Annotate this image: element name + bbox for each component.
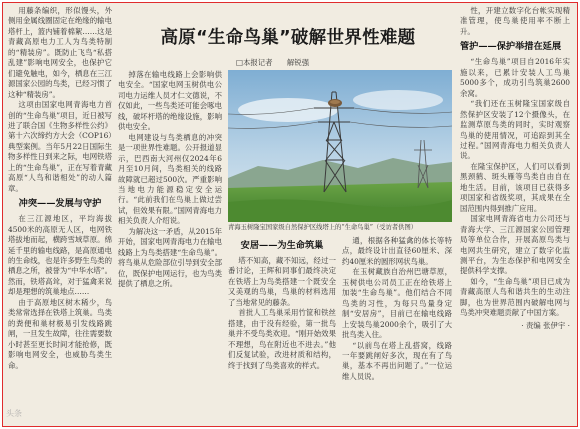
editor-name: 张伊宇 · bbox=[543, 320, 570, 330]
body-paragraph: “我们还在玉树隆宝国家级自然保护区安装了12个摄像头，在监测草原鸟类的同时，实时观察鸟巢的使用情况，可追踪到其全过程。”国网青海电力相关负责人说。 bbox=[460, 99, 570, 161]
body-paragraph: 电网建设与鸟类栖息的冲突是一项世界性难题。公开报道显示，巴西南大河州仅2024年6月至10月间，鸟类相关的线路故障就已超过500次。严重影响当地电力能源稳定安全运行。“此前我们在鸟巢上做过尝试，但效果有限。”国网青海电力相关负责人介绍说。 bbox=[118, 132, 222, 226]
watermark: 头条 bbox=[6, 409, 22, 418]
body-paragraph: 这项由国家电网青海电力首创的“生命鸟巢”项目，近日被写进了联合国《生物多样性公约》第十六次缔约方大会（COP16）典型案例。当年5月22日国际生物多样性日到来之际，电网铁塔上的“生命鸟巢”，正在写着青藏高原“人鸟和谐相处”的动人篇章。 bbox=[8, 100, 112, 193]
section-title-conflict: 冲突——发展与守护 bbox=[18, 198, 102, 210]
byline-name: 解锐强 bbox=[286, 58, 310, 67]
article-column-4 bbox=[342, 236, 452, 420]
body-paragraph: 国家电网青海省电力公司还与青海大学、三江源国家公园管理局等单位合作，开展高原鸟类与电网共生研究，建立了数字化监测平台，为生态保护和电网安全提供科学支撑。 bbox=[460, 214, 570, 276]
editor-credit bbox=[460, 321, 570, 331]
body-paragraph: “以前鸟在塔上乱搭窝，线路一年要跳闸好多次，现在有了鸟巢，基本不再出问题了。”一位运维人员说。 bbox=[342, 340, 452, 381]
article-column-2 bbox=[118, 70, 222, 420]
article-photo bbox=[228, 70, 452, 222]
photo-caption: 青海玉树隆宝国家级自然保护区线塔上的“生命鸟巢”（受访者供图） bbox=[228, 224, 418, 231]
body-paragraph: “生命鸟巢”项目自2016年实施以来，已累计安装人工鸟巢5000多个，成功引鸟筑巢2600余窝。 bbox=[460, 57, 570, 98]
plateau-tower-image bbox=[228, 70, 452, 222]
body-paragraph: 在隆宝保护区，人们可以看到黑颈鹤、斑头雁等鸟类自由自在地生活。目前，该项目已获得多项国家和省级奖项，其成果在全国范围内得到推广应用。 bbox=[460, 161, 570, 213]
body-paragraph: 性，开建立数字化台帐实现精准管理，使鸟巢使用率不断上升。 bbox=[460, 6, 570, 36]
body-paragraph: 由于高原地区树木稀少，鸟类常常选择在铁塔上筑巢。鸟类的粪便和巢材极易引发线路跳闸，一旦发生故障，往往需要数小时甚至更长时间才能抢修，既影响电网安全，也威胁鸟类生命。 bbox=[8, 297, 112, 370]
body-paragraph: 通，根据各种猛禽的体长等特点，最终设计出直径60厘米、深约40厘米的圆形网状鸟巢。 bbox=[342, 236, 452, 266]
body-paragraph: 掉落在输电线路上会影响供电安全。“国家电网玉树供电公司电力运维人员才仁文德说，不仅如此，一些鸟类还可能会啄电线，破坏杆塔的绝缘设施，影响供电安全。 bbox=[118, 70, 222, 132]
body-paragraph: 首批人工鸟巢采用竹筐和铁丝搭建，由于没有经验，第一批鸟巢并不受鸟类欢迎。“刚开始效果不理想，鸟在附近也不进去。”他们反复试验，改进材质和结构，终于找到了鸟类喜欢的样式。 bbox=[228, 308, 336, 370]
body-paragraph: 在三江源地区，平均海拔4500米的高原无人区，电网铁塔拔地而起，横跨雪域草原。绵延千里的输电线路，是高原通电的生命线，也是许多野生鸟类的栖息之所，被誉为“中华水塔”。然而，铁塔高耸，对于猛禽来说却是理想的筑巢地点…… bbox=[8, 214, 112, 297]
article-column-5 bbox=[460, 6, 570, 418]
body-paragraph: 如今，“生命鸟巢”项目已成为青藏高原人鸟和谐共生的生动注脚，也为世界范围内破解电网与鸟类冲突难题贡献了中国方案。 bbox=[460, 276, 570, 318]
section-title-settle: 安居——为生命筑巢 bbox=[240, 240, 324, 251]
article-headline: 高原“生命鸟巢”破解世界性难题 bbox=[160, 28, 416, 48]
body-paragraph: 用藤条编织，形似馒头，外侧用金属线圈固定在绝缘的输电塔杆上，篮内铺着棉絮……这是青藏高原电力工人为鸟类特制的“精装房”。既防止飞鸟“私搭乱建”影响电网安全，也保护它们避免触电，如今，栖息在三江源国家公园的鸟类，已经习惯了这种“精装房”。 bbox=[8, 6, 112, 99]
article-column-1 bbox=[8, 6, 112, 418]
editor-label: · 责编 bbox=[521, 320, 541, 330]
byline bbox=[236, 57, 321, 68]
body-paragraph: 为解决这一矛盾，从2015年开始，国家电网青海电力在输电线路上为鸟类搭建“生命鸟巢”。将鸟巢从危险部位引导到安全部位，既保护电网运行，也为鸟类提供了栖息之所。 bbox=[118, 226, 222, 289]
article-column-3 bbox=[228, 236, 336, 420]
section-title-management: 管护——保护举措在延展 bbox=[460, 41, 562, 53]
body-paragraph: 塔不知高，藏不知远，经过一番讨论，王辉和同事们最终决定在铁塔上为鸟类搭建一个既安全又美观的鸟巢，鸟巢的材料选用了当地常见的藤条。 bbox=[228, 256, 336, 307]
body-paragraph: 在玉树藏族自治州巴塘草原，玉树供电公司员工正在给铁塔上加装“生命鸟巢”。他们结合不同鸟类的习性，为每只鸟量身定制“安居房”，目前已在输电线路上安装鸟巢2000余个，吸引了大批鸟类入住。 bbox=[342, 267, 452, 340]
byline-reporter: □本报记者 bbox=[236, 58, 273, 67]
